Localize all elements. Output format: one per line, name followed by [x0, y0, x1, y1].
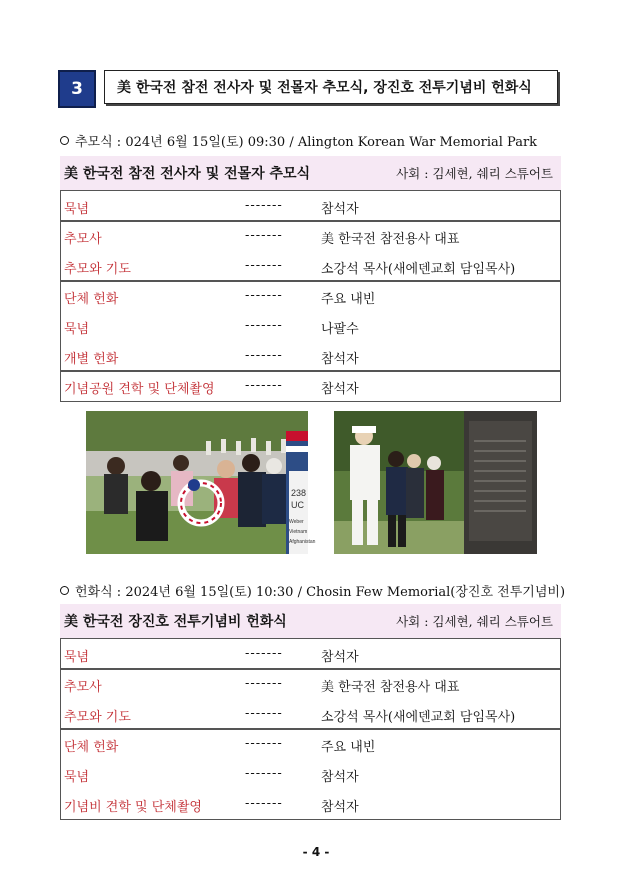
- sign-text-5: Afghanistan: [289, 539, 316, 545]
- program-person: 참석자: [321, 382, 359, 397]
- memorial-info: 추모식 : 024년 6월 15일(토) 09:30 / Alington Korean War Memorial Park: [75, 135, 538, 150]
- program-row: [61, 699, 560, 729]
- program-label: 묵념: [64, 322, 90, 337]
- program-row: [61, 311, 560, 341]
- program-row: [61, 281, 560, 311]
- program-label: 추모와 기도: [64, 262, 131, 277]
- program-label: 묵념: [64, 202, 90, 217]
- wreath-info-line: [60, 581, 565, 600]
- program-label: 개별 헌화: [64, 352, 119, 367]
- memorial-title-bar: [60, 156, 561, 190]
- program-dash: -------: [245, 228, 283, 243]
- program-label: 단체 헌화: [64, 292, 119, 307]
- section-number: 3: [58, 70, 96, 108]
- program-dash: -------: [245, 198, 283, 213]
- program-person: 美 한국전 참전용사 대표: [321, 680, 460, 695]
- program-dash: -------: [245, 378, 283, 393]
- memorial-monument-photo: [334, 411, 537, 554]
- program-label: 묵념: [64, 650, 90, 665]
- program-person: 참석자: [321, 650, 359, 665]
- wreath-ceremony-photo: [86, 411, 316, 554]
- program-dash: -------: [245, 676, 283, 691]
- sign-text-4: Vietnam: [289, 529, 308, 535]
- section-header: [58, 70, 532, 108]
- program-person: 참석자: [321, 800, 359, 815]
- sign-text-2: UC: [291, 500, 304, 510]
- program-row: [61, 221, 560, 251]
- program-person: 주요 내빈: [321, 740, 376, 755]
- memorial-program-group-3: [60, 280, 561, 372]
- memorial-program-group-2: [60, 220, 561, 282]
- program-dash: -------: [245, 288, 283, 303]
- program-label: 추모와 기도: [64, 710, 131, 725]
- program-person: 美 한국전 참전용사 대표: [321, 232, 460, 247]
- wreath-title-bar: [60, 604, 561, 638]
- circle-bullet-icon: [60, 136, 69, 145]
- memorial-program-group-4: [60, 370, 561, 402]
- program-dash: -------: [245, 766, 283, 781]
- program-person: 참석자: [321, 202, 359, 217]
- wreath-program-group-2: [60, 668, 561, 730]
- program-row: [61, 729, 560, 759]
- program-label: 기념비 견학 및 단체촬영: [64, 800, 202, 815]
- program-row: [61, 191, 560, 221]
- wreath-bar-title: 美 한국전 장진호 전투기념비 헌화식: [64, 614, 287, 630]
- program-row: [61, 371, 560, 401]
- program-label: 단체 헌화: [64, 740, 119, 755]
- program-label: 기념공원 견학 및 단체촬영: [64, 382, 215, 397]
- program-dash: -------: [245, 736, 283, 751]
- page-number: - 4 -: [302, 845, 330, 859]
- program-row: [61, 669, 560, 699]
- program-row: [61, 639, 560, 669]
- program-person: 소강석 목사(새에덴교회 담임목사): [321, 710, 516, 725]
- program-row: [61, 341, 560, 371]
- memorial-program-group-1: [60, 190, 561, 222]
- program-dash: -------: [245, 258, 283, 273]
- sign-text-1: 238: [291, 488, 307, 498]
- wreath-host: 사회 : 김세현, 쉐리 스튜어트: [396, 614, 553, 629]
- memorial-info-line: [60, 131, 537, 150]
- program-dash: -------: [245, 348, 283, 363]
- program-dash: -------: [245, 796, 283, 811]
- program-row: [61, 789, 560, 819]
- program-dash: -------: [245, 646, 283, 661]
- program-person: 주요 내빈: [321, 292, 376, 307]
- program-label: 묵념: [64, 770, 90, 785]
- program-dash: -------: [245, 318, 283, 333]
- program-label: 추모사: [64, 680, 102, 695]
- wreath-program-group-1: [60, 638, 561, 670]
- section-title: 美 한국전 참전 전사자 및 전몰자 추모식, 장진호 전투기념비 헌화식: [104, 70, 558, 104]
- program-label: 추모사: [64, 232, 102, 247]
- program-person: 참석자: [321, 770, 359, 785]
- memorial-host: 사회 : 김세현, 쉐리 스튜어트: [396, 166, 553, 181]
- wreath-info: 헌화식 : 2024년 6월 15일(토) 10:30 / Chosin Few Memorial(장진호 전투기념비): [75, 585, 566, 600]
- program-dash: -------: [245, 706, 283, 721]
- wreath-program-group-3: [60, 728, 561, 820]
- program-row: [61, 251, 560, 281]
- sign-text-3: Weber: [289, 519, 304, 525]
- program-row: [61, 759, 560, 789]
- circle-bullet-icon: [60, 586, 69, 595]
- program-person: 나팔수: [321, 322, 359, 337]
- program-person: 참석자: [321, 352, 359, 367]
- program-person: 소강석 목사(새에덴교회 담임목사): [321, 262, 516, 277]
- memorial-bar-title: 美 한국전 참전 전사자 및 전몰자 추모식: [64, 166, 311, 182]
